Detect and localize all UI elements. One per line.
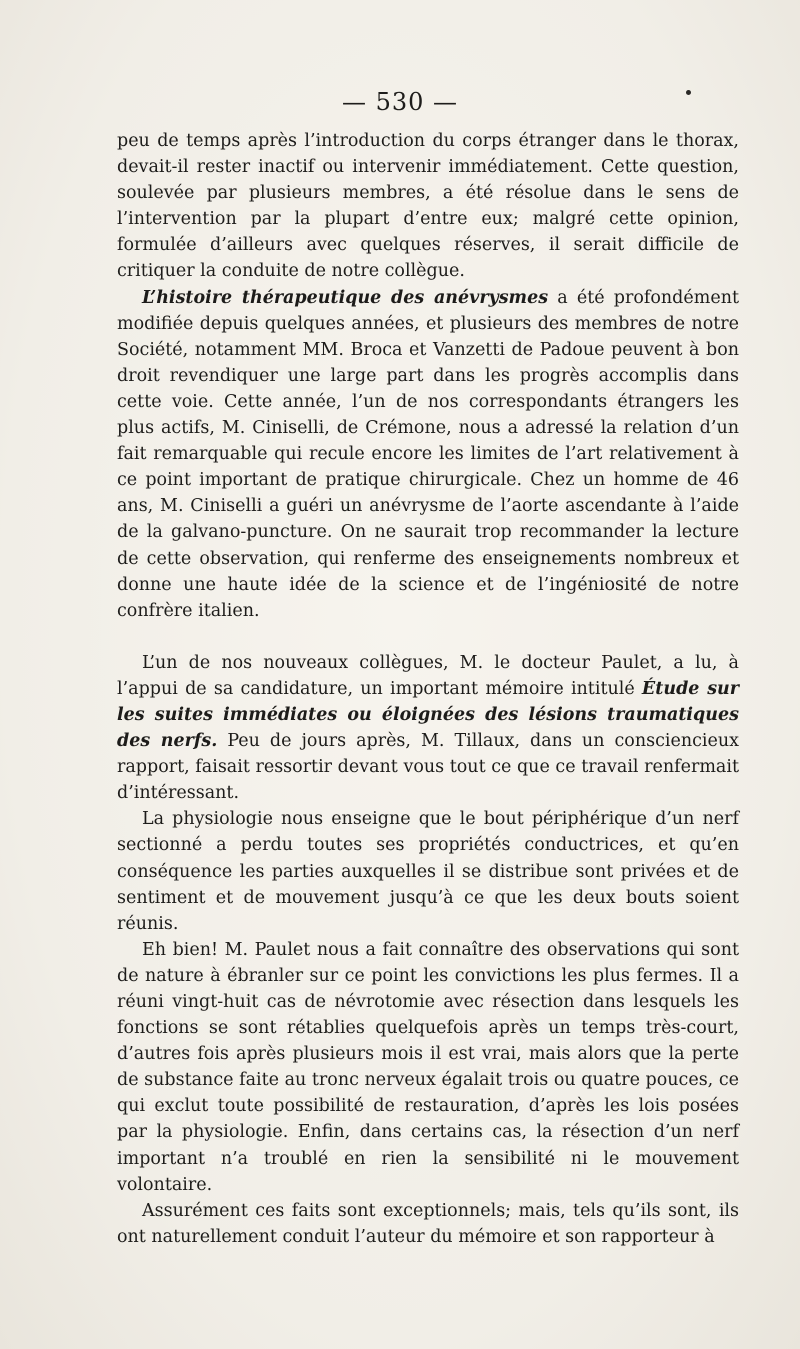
- paragraph-1-text: peu de temps après l’introduction du corps étranger dans le thorax, devait-il rester inactif ou intervenir immédiatement. Cette question, soulevée par plusieurs membres, a été résolue dans le sens de l’intervention par la plupart d’entre eux; malgré cette opinion, formulée d’ailleurs avec quelques réserves, il serait difficile de critiquer la conduite de notre collègue.: [117, 131, 739, 282]
- paragraph-3-italic-title: Étude sur les suites immédiates ou éloignées des lésions traumatiques des nerfs.: [117, 678, 739, 752]
- paragraph-3: [117, 650, 739, 807]
- paragraph-6: [117, 1198, 739, 1250]
- page-number: — 530 —: [341, 88, 459, 116]
- paragraph-4: [117, 806, 739, 936]
- paragraph-4-text: La physiologie nous enseigne que le bout périphérique d’un nerf sectionné a perdu toutes ses propriétés conductrices, et qu’en conséquence les parties auxquelles il se distribue sont privées et de sentiment et de mouvement jusqu’à ce que les deux bouts soient réunis.: [117, 809, 739, 934]
- ink-dot: [686, 90, 691, 95]
- paragraph-2: [117, 285, 739, 624]
- body-text: [117, 128, 739, 1250]
- paragraph-6-text: Assurément ces faits sont exceptionnels; mais, tels qu’ils sont, ils ont naturellement conduit l’auteur du mémoire et son rapporteur à: [117, 1200, 739, 1247]
- paragraph-2-italic-title: L’histoire thérapeutique des anévrysmes: [142, 287, 549, 308]
- paragraph-3-text-end: Peu de jours après, M. Tillaux, dans un consciencieux rapport, faisait ressortir devant vous tout ce que ce travail renfermait d’intéressant.: [117, 731, 739, 804]
- paragraph-5-text: Eh bien! M. Paulet nous a fait connaître des observations qui sont de nature à ébranler sur ce point les convictions les plus fermes. Il a réuni vingt-huit cas de névrotomie avec résection dans lesquels les fonctions se sont rétablies quelquefois après un temps très-court, d’autres fois après plusieurs mois il est vrai, mais alors que la perte de substance faite au tronc nerveux égalait trois ou quatre pouces, ce qui exclut toute possibilité de restauration, d’après les lois posées par la physiologie. Enfin, dans certains cas, la résection d’un nerf important n’a troublé en rien la sensibilité ni le mouvement volontaire.: [117, 939, 739, 1195]
- paragraph-3-text-start: L’un de nos nouveaux collègues, M. le docteur Paulet, a lu, à l’appui de sa candidature, un important mémoire intitulé: [117, 652, 739, 699]
- paragraph-5: [117, 937, 739, 1198]
- paragraph-2-text: a été profondément modifiée depuis quelques années, et plusieurs des membres de notre Société, notamment MM. Broca et Vanzetti de Padoue peuvent à bon droit revendiquer une large part dans les progrès accomplis dans cette voie. Cette année, l’un de nos correspondants étrangers les plus actifs, M. Ciniselli, de Crémone, nous a adressé la relation d’un fait remarquable qui recule encore les limites de l’art relativement à ce point important de pratique chirurgicale. Chez un homme de 46 ans, M. Ciniselli a guéri un anévrysme de l’aorte ascendante à l’aide de la galvano-puncture. On ne saurait trop recommander la lecture de cette observation, qui renferme des enseignements nombreux et donne une haute idée de la science et de l’ingéniosité de notre confrère italien.: [117, 287, 739, 621]
- paragraph-1: [117, 128, 739, 285]
